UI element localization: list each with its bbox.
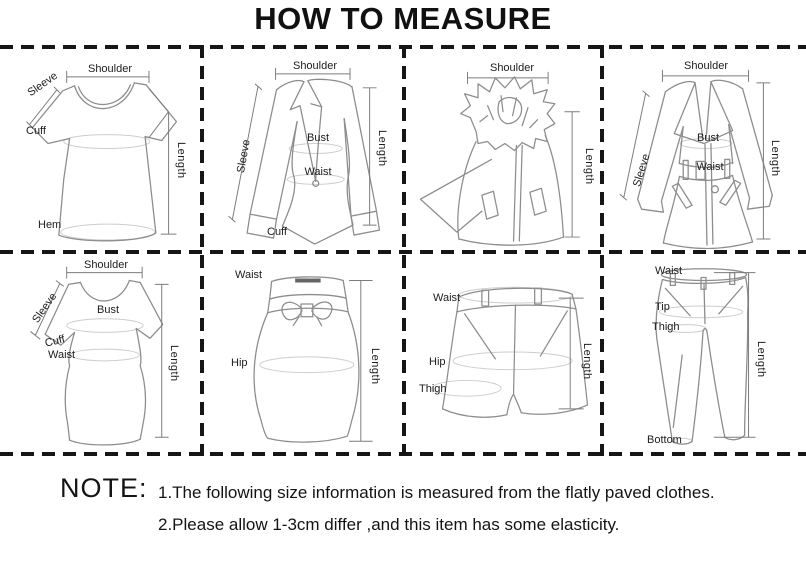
panel-skirt <box>205 255 401 451</box>
panel-blazer <box>205 50 401 249</box>
label-length: Length <box>755 341 767 378</box>
panel-pants <box>605 255 803 451</box>
label-shoulder: Shoulder <box>489 62 535 74</box>
label-sleeve: Sleeve <box>25 69 60 100</box>
label-waist: Waist <box>48 349 76 361</box>
label-bust: Bust <box>96 304 120 316</box>
blazer-drawing <box>205 50 401 249</box>
label-tip: Tip <box>655 301 670 313</box>
panel-tshirt <box>2 50 198 249</box>
note-line-1: 1.The following size information is measured from the flatly paved clothes. <box>158 483 715 502</box>
label-cuff: Cuff <box>267 226 287 238</box>
label-length: Length <box>769 140 781 177</box>
label-cuff: Cuff <box>26 125 46 137</box>
label-hip: Hip <box>429 356 446 368</box>
label-sleeve: Sleeve <box>30 290 60 326</box>
label-shoulder: Shoulder <box>292 60 338 72</box>
label-bust: Bust <box>696 132 720 144</box>
label-sleeve: Sleeve <box>235 138 253 174</box>
shorts-drawing <box>407 255 599 451</box>
fur-coat-drawing <box>407 50 599 249</box>
label-length: Length <box>175 142 187 179</box>
label-thigh: Thigh <box>419 383 447 395</box>
label-bust: Bust <box>306 132 330 144</box>
grid-divider-3 <box>600 45 604 456</box>
label-length: Length <box>369 348 381 385</box>
panel-shorts <box>407 255 599 451</box>
label-length: Length <box>376 130 388 167</box>
label-waist: Waist <box>235 269 263 281</box>
label-shoulder: Shoulder <box>87 63 133 75</box>
label-waist: Waist <box>696 161 724 173</box>
label-bottom: Bottom <box>647 434 682 446</box>
label-length: Length <box>581 343 593 380</box>
label-waist: Waist <box>655 265 683 277</box>
label-length: Length <box>583 148 595 185</box>
grid-divider-2 <box>402 45 406 456</box>
label-length: Length <box>168 345 180 382</box>
panel-fur-coat <box>407 50 599 249</box>
note-heading: NOTE: <box>60 473 148 503</box>
page-title: HOW TO MEASURE <box>254 1 552 36</box>
pants-drawing <box>605 255 803 451</box>
label-shoulder: Shoulder <box>683 60 729 72</box>
label-hip: Hip <box>231 357 248 369</box>
label-sleeve: Sleeve <box>631 152 653 189</box>
panel-trench-coat <box>605 50 803 249</box>
label-thigh: Thigh <box>652 321 680 333</box>
label-hem: Hem <box>38 219 62 231</box>
label-shoulder: Shoulder <box>83 259 129 271</box>
note-line-2: 2.Please allow 1-3cm differ ,and this item has some elasticity. <box>158 515 620 534</box>
panel-dress <box>2 255 198 451</box>
t-shirt-drawing <box>2 50 198 249</box>
label-waist: Waist <box>304 166 332 178</box>
grid-divider-1 <box>200 45 204 456</box>
label-waist: Waist <box>433 292 461 304</box>
label-cuff: Cuff <box>43 333 67 350</box>
